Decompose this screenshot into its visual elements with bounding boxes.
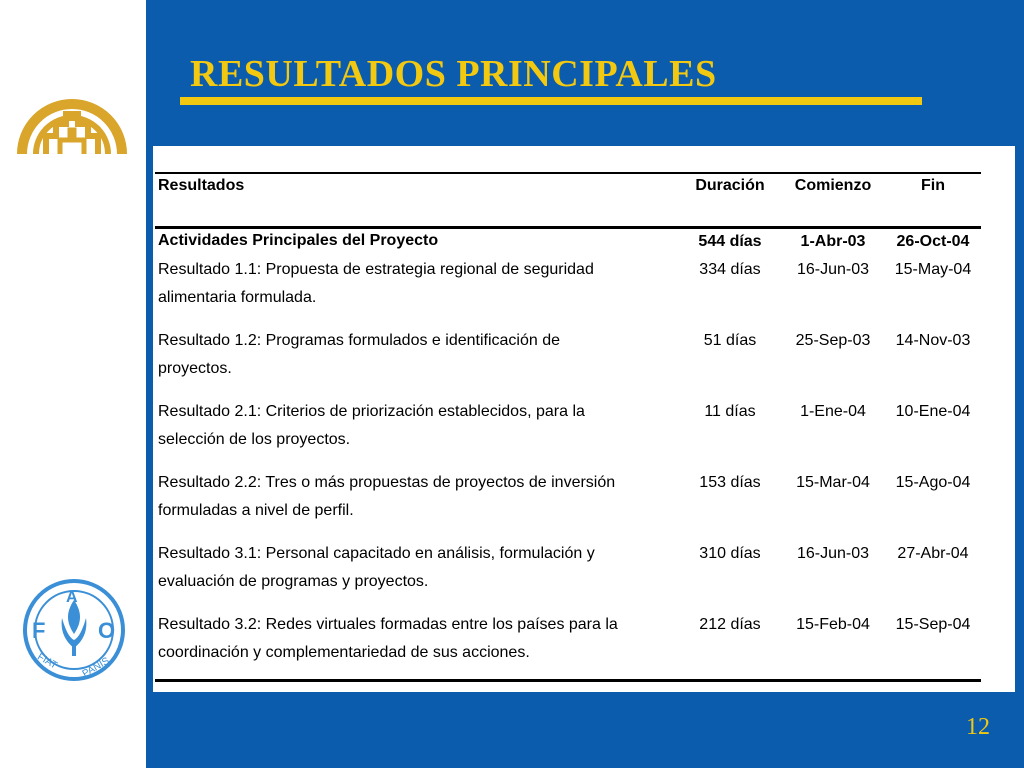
row-1-fin: 15-May-04 [894,261,972,278]
row-1-comienzo: 16-Jun-03 [796,261,870,278]
row-3-duracion: 11 días [704,403,756,420]
row-5-resultado-line2: evaluación de programas y proyectos. [158,573,429,590]
row-6-fin: 15-Sep-04 [895,616,971,633]
row-4-fin: 15-Ago-04 [895,474,971,491]
row-4-resultado-line1: Resultado 2.2: Tres o más propuestas de proyectos de inversión [158,474,616,491]
fao-motto-panis: PANIS [80,655,112,680]
row-5-fin: 27-Abr-04 [897,545,969,562]
fao-letter-f: F [32,618,46,643]
title-underline [180,97,922,105]
row-6-comienzo: 15-Feb-04 [796,616,870,633]
row-2-duracion: 51 días [703,332,757,349]
row-2-resultado-line1: Resultado 1.2: Programas formulados e identificación de [158,332,560,349]
row-5-resultado-line1: Resultado 3.1: Personal capacitado en análisis, formulación y [158,545,595,562]
row-3-fin: 10-Ene-04 [895,403,971,420]
row-2-resultado-line2: proyectos. [158,360,232,377]
row-4-duracion: 153 días [699,474,761,491]
row-2-comienzo: 25-Sep-03 [795,332,871,349]
slide-title: RESULTADOS PRINCIPALES [190,53,717,95]
row-5-duracion: 310 días [699,545,761,562]
fao-letter-o: O [98,618,116,643]
row-5-comienzo: 16-Jun-03 [796,545,870,562]
fao-letter-a: A [66,589,78,606]
summary-resultado: Actividades Principales del Proyecto [158,232,439,249]
row-6-duracion: 212 días [699,616,761,633]
results-table [153,146,1015,692]
row-3-resultado-line2: selección de los proyectos. [158,431,351,448]
summary-comienzo: 1-Abr-03 [800,233,866,250]
row-6-resultado-line1: Resultado 3.2: Redes virtuales formadas entre los países para la [158,616,618,633]
summary-fin: 26-Oct-04 [896,233,970,250]
summary-duracion: 544 días [698,233,762,250]
row-1-resultado-line2: alimentaria formulada. [158,289,317,306]
row-4-comienzo: 15-Mar-04 [796,474,870,491]
header-resultados: Resultados [158,177,245,194]
page-number: 12 [966,714,990,740]
header-fin: Fin [921,177,945,194]
left-logo-band [0,0,146,768]
table-bottom-rule [155,679,981,682]
row-1-resultado-line1: Resultado 1.1: Propuesta de estrategia regional de seguridad [158,261,594,278]
row-4-resultado-line2: formuladas a nivel de perfil. [158,502,354,519]
andean-community-logo [16,74,128,156]
row-3-comienzo: 1-Ene-04 [800,403,866,420]
fao-motto-fiat: FIAT [35,651,59,672]
header-comienzo: Comienzo [794,177,872,194]
row-1-duracion: 334 días [699,261,761,278]
fao-logo [22,578,126,682]
row-2-fin: 14-Nov-03 [895,332,971,349]
row-6-resultado-line2: coordinación y complementariedad de sus acciones. [158,644,530,661]
header-duracion: Duración [695,177,765,194]
row-3-resultado-line1: Resultado 2.1: Criterios de priorización establecidos, para la [158,403,585,420]
